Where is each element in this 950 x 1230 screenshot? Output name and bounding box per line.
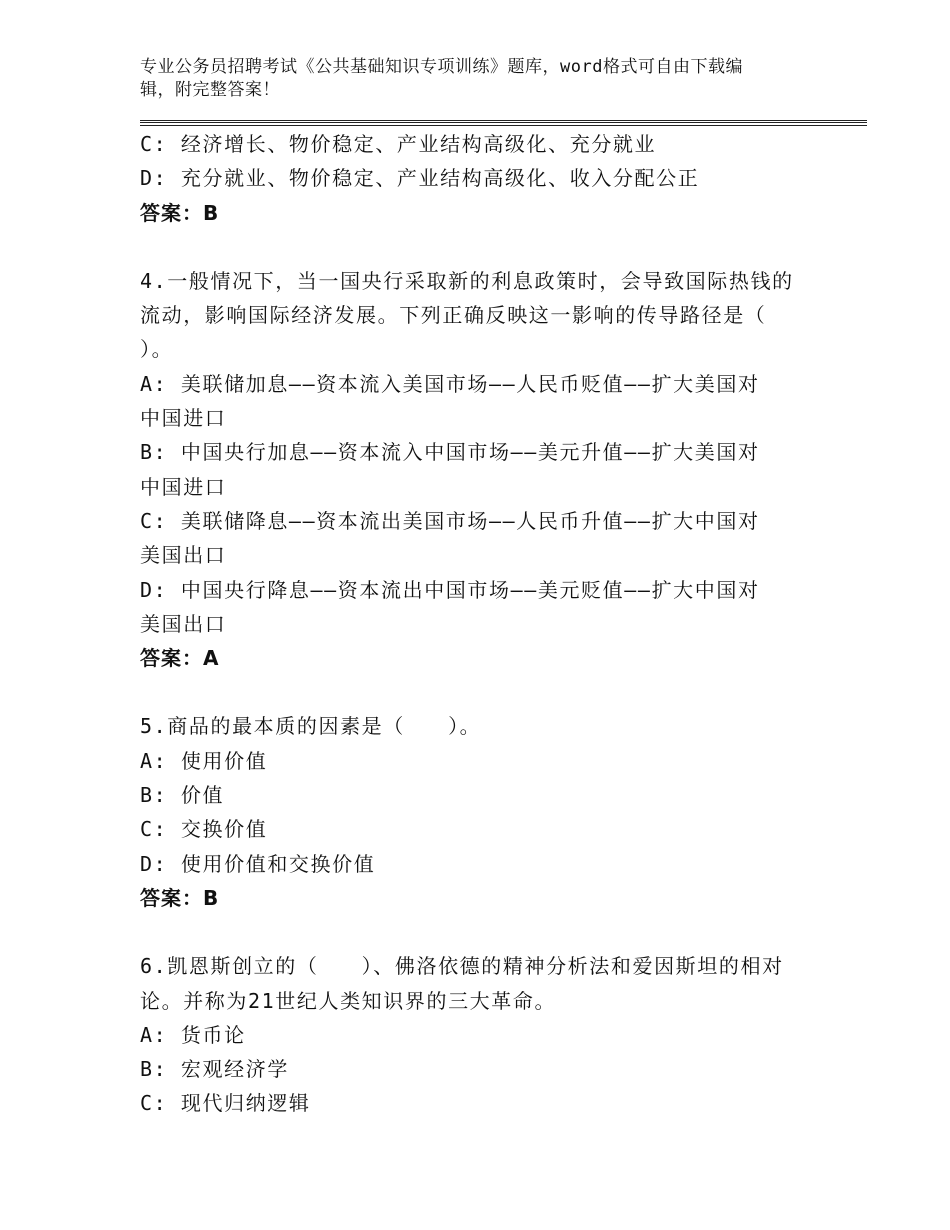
answer: 答案：A (140, 646, 220, 671)
question-3-tail (140, 127, 820, 230)
option-c: C: 现代归纳逻辑 (140, 1091, 311, 1116)
question-6 (140, 949, 820, 1120)
option-c: C: 美联储降息——资本流出美国市场——人民币升值——扩大中国对 (140, 508, 760, 533)
option-a: 中国进口 (140, 406, 227, 431)
question-stem: 4.一般情况下，当一国央行采取新的利息政策时，会导致国际热钱的 (140, 268, 794, 293)
question-stem: 论。并称为21世纪人类知识界的三大革命。 (140, 988, 557, 1013)
option-d: D: 使用价值和交换价值 (140, 851, 376, 876)
option-d: D: 充分就业、物价稳定、产业结构高级化、收入分配公正 (140, 166, 700, 191)
option-d: D: 中国央行降息——资本流出中国市场——美元贬值——扩大中国对 (140, 577, 760, 602)
option-c: 美国出口 (140, 543, 227, 568)
option-d: 美国出口 (140, 611, 227, 636)
option-a: A: 使用价值 (140, 748, 268, 773)
header-line-2: 辑，附完整答案！ (140, 80, 280, 100)
option-b: B: 价值 (140, 783, 225, 808)
spacer (140, 230, 820, 264)
option-a: A: 货币论 (140, 1022, 246, 1047)
spacer (140, 675, 820, 709)
spacer (140, 915, 820, 949)
answer: 答案：B (140, 885, 220, 910)
option-c: C: 交换价值 (140, 817, 268, 842)
question-stem: 5.商品的最本质的因素是（ ）。 (140, 714, 482, 739)
header-line-1: 专业公务员招聘考试《公共基础知识专项训练》题库，word格式可自由下载编 (140, 57, 743, 77)
option-b: B: 中国央行加息——资本流入中国市场——美元升值——扩大美国对 (140, 440, 760, 465)
option-c: C: 经济增长、物价稳定、产业结构高级化、充分就业 (140, 132, 657, 156)
question-stem: ）。 (140, 337, 174, 362)
header-rule (140, 120, 867, 126)
option-a: A: 美联储加息——资本流入美国市场——人民币贬值——扩大美国对 (140, 371, 760, 396)
question-stem: 6.凯恩斯创立的（ ）、佛洛依德的精神分析法和爱因斯坦的相对 (140, 954, 784, 979)
question-5 (140, 709, 820, 915)
question-stem: 流动，影响国际经济发展。下列正确反映这一影响的传导路径是（ (140, 303, 767, 328)
question-list (140, 127, 820, 1121)
page-header (140, 56, 800, 102)
answer: 答案：B (140, 200, 220, 225)
option-b: B: 宏观经济学 (140, 1057, 289, 1082)
question-4 (140, 264, 820, 676)
option-b: 中国进口 (140, 474, 227, 499)
